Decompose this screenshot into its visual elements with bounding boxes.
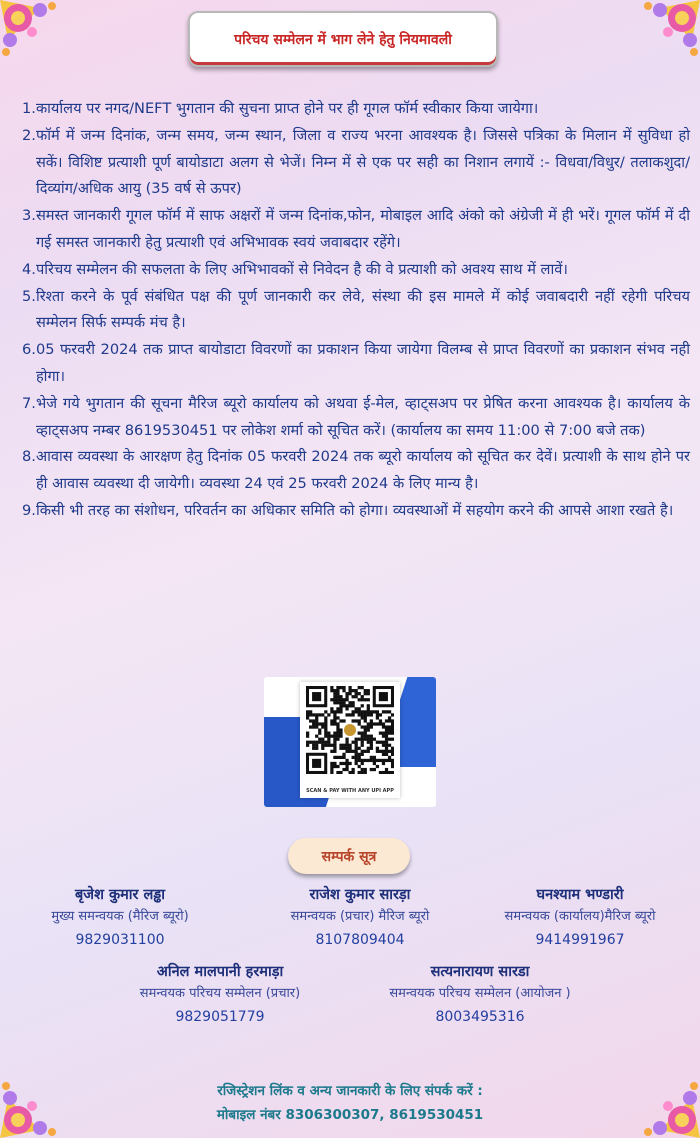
- rule-number: 9.: [22, 501, 36, 519]
- contact-section-label: सम्पर्क सूत्र: [288, 838, 410, 874]
- contact-phone[interactable]: 9829031100: [75, 932, 165, 948]
- contact-role: समन्वयक परिचय सम्मेलन (आयोजन ): [389, 986, 571, 1001]
- contact-card: [260, 884, 460, 952]
- contact-name: घनश्याम भण्डारी: [536, 887, 624, 903]
- rule-item: [22, 391, 690, 445]
- rule-number: 7.: [22, 394, 36, 412]
- flower-corner-icon: [630, 0, 700, 70]
- contact-card: [20, 884, 220, 952]
- contact-card: [95, 961, 345, 1029]
- contact-phone[interactable]: 8107809404: [315, 932, 405, 948]
- rules-list: [22, 96, 690, 525]
- flower-corner-icon: [0, 1068, 70, 1138]
- rule-text: भेजे गये भुगतान की सूचना मैरिज ब्यूरो कार्यालय को अथवा ई-मेल, व्हाट्सअप पर प्रेषित करना आवश्यक है। कार्यालय के व्हाट्सअप नम्बर 8619530451 पर लोकेश शर्मा को सूचित करें। (कार्यालय का समय 11:00 से 7:00 बजे तक): [35, 394, 690, 439]
- flower-corner-icon: [630, 1068, 700, 1138]
- contact-phone[interactable]: 9414991967: [535, 932, 625, 948]
- rule-text: कार्यालय पर नगद/NEFT भुगतान की सुचना प्राप्त होने पर ही गूगल फॉर्म स्वीकार किया जायेगा।: [35, 100, 539, 117]
- rule-number: 5.: [22, 287, 36, 305]
- footer-phone-line[interactable]: मोबाइल नंबर 8306300307, 8619530451: [216, 1107, 484, 1123]
- contact-name: बृजेश कुमार लड्ढा: [75, 887, 165, 903]
- rule-item: [22, 96, 690, 123]
- rule-item: [22, 337, 690, 391]
- rule-item: [22, 257, 690, 284]
- rule-number: 8.: [22, 448, 36, 466]
- rule-text: 05 फरवरी 2024 तक प्राप्त बायोडाटा विवरणों का प्रकाशन किया जायेगा विलम्ब से प्राप्त विवरणों का प्रकाशन संभव नही होगा।: [35, 341, 690, 385]
- rule-text: आवास व्यवस्था के आरक्षण हेतु दिनांक 05 फरवरी 2024 तक ब्यूरो कार्यालय को सूचित कर देवें। प्रत्याशी के साथ होने पर ही आवास व्यवस्था दी जायेगी। व्यवस्था 24 एवं 25 फरवरी 2024 के लिए मान्य है।: [35, 448, 690, 493]
- rule-number: 4.: [22, 260, 36, 278]
- contact-name: राजेश कुमार सारड़ा: [309, 887, 411, 903]
- rule-text: परिचय सम्मेलन की सफलता के लिए अभिभावकों से निवेदन है की वे प्रत्याशी को अवश्य साथ में लावें।: [35, 260, 568, 278]
- qr-caption: SCAN & PAY WITH ANY UPI APP: [306, 788, 394, 794]
- rule-text: रिश्ता करने के पूर्व संबंधित पक्ष की पूर्ण जानकारी कर लेवे, संस्था की इस मामले में कोई जवाबदारी नहीं रहेगी परिचय सम्मेलन सिर्फ सम्पर्क मंच है।: [35, 287, 690, 332]
- rule-item: [22, 444, 690, 498]
- flower-corner-icon: [0, 0, 70, 70]
- contact-role: समन्वयक (कार्यालय)मैरिज ब्यूरो: [504, 909, 656, 924]
- contact-role: समन्वयक परिचय सम्मेलन (प्रचार): [139, 986, 301, 1001]
- rule-number: 6.: [22, 341, 36, 359]
- rule-text: किसी भी तरह का संशोधन, परिवर्तन का अधिकार समिति को होगा। व्यवस्थाओं में सहयोग करने की आपसे आशा रखते है।: [35, 501, 674, 519]
- qr-code-icon: [306, 686, 394, 774]
- contact-role: समन्वयक (प्रचार) मैरिज ब्यूरो: [290, 909, 430, 924]
- footer-line: रजिस्ट्रेशन लिंक व अन्य जानकारी के लिए संपर्क करें :: [217, 1083, 483, 1099]
- rule-item: [22, 498, 690, 525]
- contact-phone[interactable]: 9829051779: [175, 1009, 265, 1025]
- rule-text: समस्त जानकारी गूगल फॉर्म में साफ अक्षरों में जन्म दिनांक,फोन, मोबाइल आदि अंको को अंग्रेजी में ही भरें। गूगल फॉर्म में दी गई समस्त जानकारी हेतु प्रत्याशी एवं अभिभावक स्वयं जवाबदार रहेंगे।: [35, 207, 690, 251]
- footer-registration-info: [100, 1079, 600, 1127]
- page-title: परिचय सम्मेलन में भाग लेने हेतु नियमावली: [188, 11, 498, 67]
- rule-item: [22, 284, 690, 338]
- rule-item: [22, 203, 690, 257]
- contact-card: [355, 961, 605, 1029]
- contact-name: सत्यनारायण सारडा: [430, 964, 530, 980]
- contact-phone[interactable]: 8003495316: [435, 1009, 525, 1025]
- rule-number: 2.: [22, 126, 36, 144]
- contact-role: मुख्य समन्वयक (मैरिज ब्यूरो): [51, 909, 189, 924]
- rule-item: [22, 123, 690, 203]
- rule-number: 1.: [22, 100, 36, 117]
- upi-qr-card[interactable]: [264, 677, 436, 807]
- rule-number: 3.: [22, 207, 36, 225]
- rule-text: फॉर्म में जन्म दिनांक, जन्म समय, जन्म स्थान, जिला व राज्य भरना आवश्यक है। जिससे पत्रिका के मिलान में सुविधा हो सकें। विशिष्ट प्रत्याशी पूर्ण बायोडाटा अलग से भेजें। निम्न में से एक पर सही का निशान लगायें :- विधवा/विधुर/ तलाकशुदा/दिव्यांग/अधिक आयु (35 वर्ष से ऊपर): [35, 126, 690, 198]
- contact-name: अनिल मालपानी हरमाड़ा: [156, 964, 284, 980]
- contact-card: [480, 884, 680, 952]
